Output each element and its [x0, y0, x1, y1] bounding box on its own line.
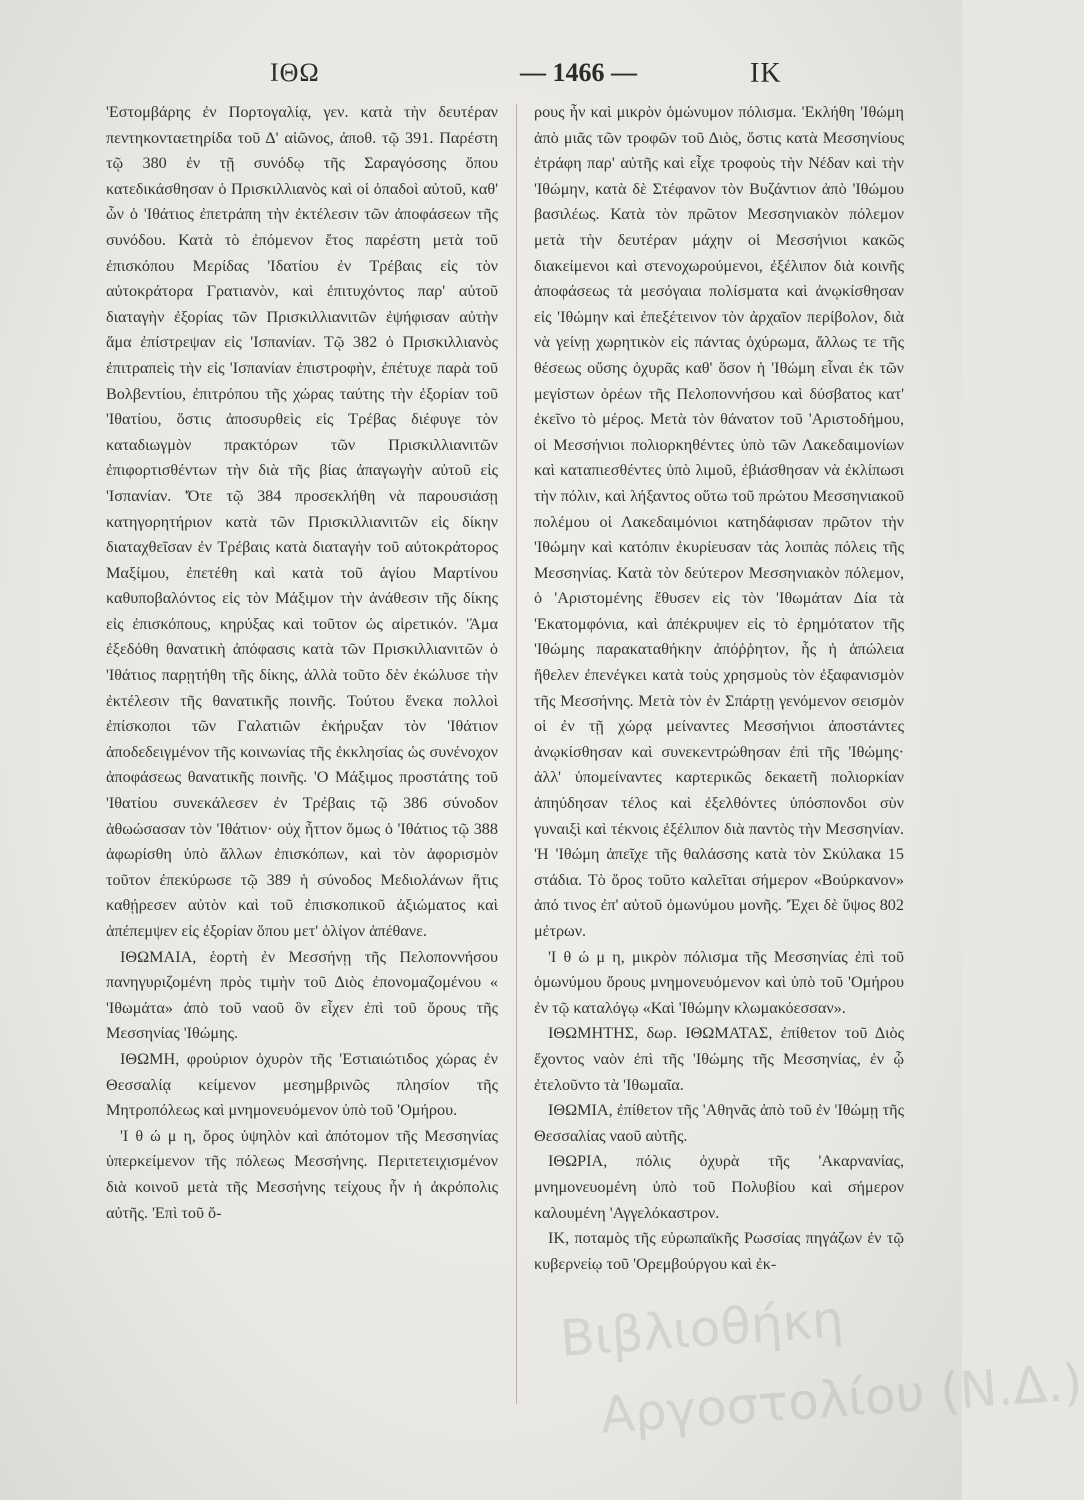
entry-ithome-thessaly: ΙΘΩΜΗ, φρούριον ὀχυρὸν τῆς 'Εστιαιώτιδος χώρας ἐν Θεσσαλίᾳ κείμενον μεσημβρινῶς πλησίον τῆς Μητροπόλεως καὶ μνημονευόμενον ὑπὸ τοῦ 'Ομήρου.: [106, 1049, 498, 1120]
entry-ik: ΙΚ, ποταμὸς τῆς εὐρωπαϊκῆς Ρωσσίας πηγάζων ἐν τῷ κυβερνείῳ τοῦ 'Ορεμβούργου καὶ ἐκ-: [534, 1229, 904, 1273]
entry-ithatios-continued: 'Εστομβάρης ἐν Πορτογαλίᾳ, γεν. κατὰ τὴν δευτέραν πεντηκονταετηρίδα τοῦ Δ' αἰῶνος, ἀποθ. τῷ 391. Παρέστη τῷ 380 ἐν τῇ συνόδῳ τῆς Σαραγόσσης ὅπου κατεδικάσθησαν ὁ Πρισκιλλιανὸς καὶ οἱ ὀπαδοὶ αὐτοῦ, καθ' ὧν ὁ 'Ιθάτιος ἐπετράπη τὴν ἐκτέλεσιν τῶν ἀποφάσεων τῆς συνόδου. Κατὰ τὸ ἐπόμενον ἔτος παρέστη μετὰ τοῦ ἐπισκόπου Μερίδας 'Ιδατίου ἐν Τρέβαις εἰς τὸν αὐτοκράτορα Γρατιανὸν, καὶ ἐπιτυχόντος παρ' αὐτοῦ διαταγὴν ἐξορίας τῶν Πρισκιλλιανιτῶν ἐψήφισαν αὐτὴν ἅμα ἐπίστρεψαν εἰς 'Ισπανίαν. Τῷ 382 ὁ Πρισκιλλιανὸς ἐπιτραπεὶς τὴν εἰς 'Ισπανίαν ἐπιστροφὴν, ἐπέτυχε παρὰ τοῦ Βολβεντίου, ἐπιτρόπου τῆς χώρας ταύτης τὴν ἐξορίαν τοῦ 'Ιθατίου, ὅστις ἀποσυρθεὶς εἰς Τρέβας διέφυγε τὸν καταδιωγμὸν πρακτόρων τῶν Πρισκιλλιανιτῶν ἐπιφορτισθέντων τὴν διὰ τῆς βίας ἀπαγωγὴν αὐτοῦ εἰς 'Ισπανίαν. 'Ότε τῷ 384 προσεκλήθη νὰ παρουσιάσῃ κατηγορητήριον κατὰ τῶν Πρισκιλλιανιτῶν εἰς δίκην διαταχθεῖσαν ἐν Τρέβαις κατὰ διαταγὴν τοῦ αὐτοκράτορος Μαξίμου, ἐπετέθη καὶ κατὰ τοῦ ἁγίου Μαρτίνου καθυποβαλόντος εἰς τὸν Μάξιμον τὴν ἀνάθεσιν τῆς δίκης εἰς ἐπισκόπους, κηρύξας καὶ τοῦτον ὡς αἱρετικόν. 'Άμα ἐξεδόθη θανατικὴ ἀπόφασις κατὰ τῶν Πρισκιλλιανιτῶν ὁ 'Ιθάτιος παρῃτήθη τῆς δίκης, ἀλλὰ τοῦτο δὲν ἐκώλυσε τὴν ἐκτέλεσιν τῆς θανατικῆς ποινῆς. Τούτου ἕνεκα πολλοὶ ἐπίσκοποι τῶν Γαλατιῶν ἐκήρυξαν τὸν 'Ιθάτιον ἀποδεδειγμένον τῆς κοινωνίας τῆς ἐκκλησίας ὡς συνένοχον ἀποφάσεως θανατικῆς ποινῆς. 'Ο Μάξιμος προστάτης τοῦ 'Ιθατίου συνεκάλεσεν ἐν Τρέβαις τῷ 386 σύνοδον ἀθωώσασαν τὸν 'Ιθάτιον· οὐχ ἧττον ὅμως ὁ 'Ιθάτιος τῷ 388 ἀφωρίσθη ὑπὸ ἄλλων ἐπισκόπων, καὶ τὸν ἀφορισμὸν τοῦτον ἐπεκύρωσε τῷ 389 ἡ σύνοδος Μεδιολάνων ἥτις καθῄρεσεν αὐτὸν καὶ τοῦ ἐπισκοπικοῦ ἀξιώματος καὶ ἀπέπεμψεν εἰς ἐξορίαν ὅπου μετ' ὀλίγον ἀπέθανε.: [106, 103, 498, 940]
entry-ithometes: ΙΘΩΜΗΤΗΣ, δωρ. ΙΘΩΜΑΤΑΣ, ἐπίθετον τοῦ Διὸς ἔχοντος ναὸν ἐπὶ τῆς 'Ιθώμης τῆς Μεσσηνίας, ἐν ᾧ ἐτελοῦντο τὰ 'Ιθωμαῖα.: [534, 1024, 904, 1094]
entry-ithome-mountain: 'Ι θ ώ μ η, ὄρος ὑψηλὸν καὶ ἀπότομον τῆς Μεσσηνίας ὑπερκείμενον τῆς πόλεως Μεσσήνης. Περιτετειχισμένον διὰ κοινοῦ μετὰ τῆς Μεσσήνης τείχους ἦν ἡ ἀκρόπολις αὐτῆς. 'Επὶ τοῦ ὄ-: [106, 1126, 498, 1222]
entry-ithomia: ΙΘΩΜΙΑ, ἐπίθετον τῆς 'Αθηνᾶς ἀπὸ τοῦ ἐν 'Ιθώμῃ τῆς Θεσσαλίας ναοῦ αὐτῆς.: [534, 1101, 904, 1145]
entry-ithome-town: 'Ι θ ώ μ η, μικρὸν πόλισμα τῆς Μεσσηνίας ἐπὶ τοῦ ὁμωνύμου ὄρους μνημονευόμενον καὶ ὑπὸ τοῦ 'Ομήρου ἐν τῷ καταλόγῳ «Καὶ 'Ιθώμην κλωμακόεσσαν».: [534, 947, 904, 1017]
library-watermark-line-2: Αργοστολίου (Ν.Δ.): [598, 1353, 1084, 1445]
column-divider: [516, 104, 517, 1404]
left-column: [106, 100, 498, 1226]
entry-ithome-mountain-continued: ρους ἦν καὶ μικρὸν ὁμώνυμον πόλισμα. 'Εκλήθη 'Ιθώμη ἀπὸ μιᾶς τῶν τροφῶν τοῦ Διὸς, ὅστις κατὰ Μεσσηνίους ἐτράφη παρ' αὐτῆς καὶ εἶχε τροφοὺς τὴν Νέδαν καὶ τὴν 'Ιθώμην, κατὰ δὲ Στέφανον τὸν Βυζάντιον ἀπὸ 'Ιθώμου βασιλέως. Κατὰ τὸν πρῶτον Μεσσηνιακὸν πόλεμον μετὰ τὴν δευτέραν μάχην οἱ Μεσσήνιοι κακῶς διακείμενοι καὶ στενοχωρούμενοι, ἐξέλιπον διὰ κοινῆς ἀποφάσεως τὰ μεσόγαια πολίσματα καὶ ἀνῳκίσθησαν εἰς 'Ιθώμην καὶ ἐπεξέτεινον τὸν ἀρχαῖον περίβολον, διὰ νὰ γείνῃ χωρητικὸν εἰς πάντας ὀχύρωμα, ἄλλως τε τῆς θέσεως οὔσης ὀχυρᾶς καθ' ὅσον ἡ 'Ιθώμη εἶναι ἐκ τῶν μεγίστων ὀρέων τῆς Πελοποννήσου καὶ δύσβατος κατ' ἐκεῖνο τὸ μέρος. Μετὰ τὸν θάνατον τοῦ 'Αριστοδήμου, οἱ Μεσσήνιοι πολιορκηθέντες ὑπὸ τῶν Λακεδαιμονίων καὶ καταπιεσθέντες ὑπὸ λιμοῦ, ἐβιάσθησαν νὰ ἐκλίπωσι τὴν πόλιν, καὶ λήξαντος οὕτω τοῦ πρώτου Μεσσηνιακοῦ πολέμου οἱ Λακεδαιμόνιοι κατηδάφισαν πρῶτον τὴν 'Ιθώμην καὶ κατόπιν ἐκυρίευσαν τὰς λοιπὰς πόλεις τῆς Μεσσηνίας. Κατὰ τὸν δεύτερον Μεσσηνιακὸν πόλεμον, ὁ 'Αριστομένης ἔθυσεν εἰς τὸν 'Ιθωμάταν Δία τὰ 'Εκατομφόνια, καὶ ἀπέκρυψεν εἰς τὸ ἐρημότατον τῆς 'Ιθώμης παρακαταθήκην ἀπόῤῥητον, ἧς ἡ ἀπώλεια ἤθελεν ἐπενέγκει κατὰ τοὺς χρησμοὺς τὸν ἐξαφανισμὸν τῆς Μεσσήνης. Μετὰ τὸν ἐν Σπάρτῃ γενόμενον σεισμὸν οἱ ἐν τῇ χώρᾳ μείναντες Μεσσήνιοι ἀποστάντες ἀνῳκίσθησαν καὶ συνεκεντρώθησαν ἐπὶ τῆς 'Ιθώμης· ἀλλ' ὑπομείναντες καρτερικῶς δεκαετῆ πολιορκίαν ἀπηύδησαν τέλος καὶ ἐξελθόντες ὑπόσπονδοι σὺν γυναιξὶ καὶ τέκνοις ἐξέλιπον διὰ παντὸς τὴν Μεσσηνίαν. 'Η 'Ιθώμη ἀπεῖχε τῆς θαλάσσης κατὰ τὸν Σκύλακα 15 στάδια. Τὸ ὄρος τοῦτο καλεῖται σήμερον «Βούρκανον» ἀπό τινος ἐπ' αὐτοῦ ὁμωνύμου μονῆς. 'Έχει δὲ ὕψος 802 μέτρων.: [534, 103, 904, 940]
header-right-guide-word: ΙΚ: [750, 58, 782, 89]
entry-ithoria: ΙΘΩΡΙΑ, πόλις ὀχυρὰ τῆς 'Ακαρνανίας, μνημονευομένη ὑπὸ τοῦ Πολυβίου καὶ σήμερον καλουμένη 'Αγγελόκαστρον.: [534, 1152, 904, 1222]
header-left-guide-word: ΙΘΩ: [270, 58, 320, 87]
page-number: — 1466 —: [520, 58, 637, 87]
entry-ithomaia: ΙΘΩΜΑΙΑ, ἑορτὴ ἐν Μεσσήνῃ τῆς Πελοποννήσου πανηγυριζομένη πρὸς τιμὴν τοῦ Διὸς ἐπονομαζομένου « 'Ιθωμάτα» ἀπὸ τοῦ ναοῦ ὃν εἶχεν ἐπὶ τοῦ ὄρους τῆς Μεσσηνίας 'Ιθώμης.: [106, 947, 498, 1043]
page-header: [100, 58, 902, 92]
right-column: [534, 100, 904, 1277]
library-watermark-line-1: Βιβλιοθήκη: [558, 1290, 846, 1368]
